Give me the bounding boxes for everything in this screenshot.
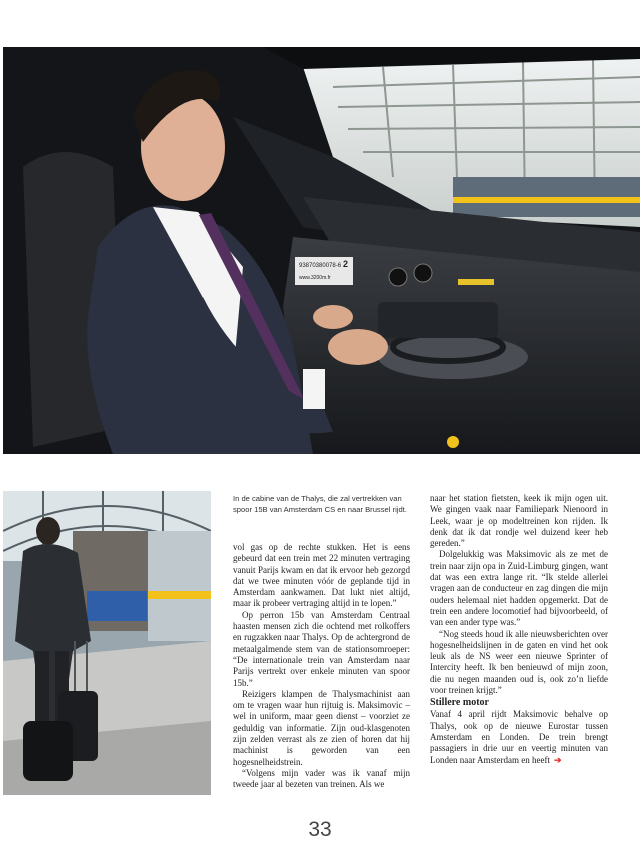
continue-arrow-icon: ➔ [553, 754, 562, 765]
platform-photo [3, 491, 211, 795]
section-subheading: Stillere motor [430, 697, 489, 709]
sticker-number-text: 2 [343, 259, 349, 269]
paragraph: Reizigers klampen de Thalysmachinist aan om te vragen waar hun rijtuig is. Maksimovic – wel in uniform, maar geen dienst – voorziet ze geduldig van informatie. Zijn oud-klasgenoten zijn zelden verrast als ze zien of horen dat hij machinist is geworden van een hogesnelheidstrein. [233, 688, 410, 767]
platform-photo-illustration [3, 491, 211, 795]
sticker-url-text: www.3200m.fr [299, 275, 331, 281]
paragraph: “Nog steeds houd ik alle nieuwsberichten over hogesnelheidslijnen in de gaten en vind het ook leuk als de NS weer een nieuwe Sprinter of Intercity heeft. Ik ben benieuwd of mijn zoon, die nu negen maanden oud is, ook zo’n liefde voor treinen krijgt.” [430, 628, 608, 696]
paragraph: vol gas op de rechte stukken. Het is eens gebeurd dat een trein met 22 minuten vertraging vanuit Parijs kwam en dat ik ervoor heb gezorgd dat we twee minuten vóór de geplande tijd in Amsterdam aankwamen. Dat lukt niet altijd, maar ik probeer vertraging altijd in te lopen.” [233, 542, 410, 609]
article-column-2 [233, 542, 410, 791]
paragraph: naar het station fietsten, keek ik mijn ogen uit. We gingen vaak naar Familiepark Nienoord in Leek, waar je op modeltreinen kon rijden. Ik denk dat ik dat rondje wel duizend keer heb gereden.” [430, 493, 608, 549]
paragraph-continued [430, 709, 608, 765]
cab-photo [3, 47, 640, 454]
page-number: 33 [308, 818, 332, 841]
paragraph: “Volgens mijn vader was ik vanaf mijn tweede jaar al bezeten van treinen. Als we [233, 767, 410, 790]
cab-photo-illustration [3, 47, 640, 454]
article-column-3 [430, 493, 608, 766]
paragraph: Op perron 15b van Amsterdam Centraal haasten mensen zich die ochtend met rolkoffers en rugzakken naar Thalys. Op de achtergrond de metaalgalmende stem van de stationsomroeper: “De internationale trein van Amsterdam naar Parijs vertrekt over enkele minuten van spoor 15b.” [233, 609, 410, 688]
photo-caption: In de cabine van de Thalys, die zal vertrekken van spoor 15B van Amsterdam CS en naar Brussel rijdt. [233, 494, 407, 514]
paragraph: Dolgelukkig was Maksimovic als ze met de trein naar zijn opa in Zuid-Limburg gingen, want dat was een extra lange rit. “Ik stelde allerlei vragen aan de conducteur en zag dingen die mijn ouders helemaal niet hadden opgemerkt. Dat de trein een andere locomotief had bijvoorbeeld, of van een ander type was.” [430, 549, 608, 628]
sticker-code-text: 93870380078-6 [299, 263, 342, 269]
paragraph-text: Vanaf 4 april rijdt Maksimovic behalve op Thalys, ook op de nieuwe Eurostar tussen Amsterdam en Londen. De trein brengt passagiers in drie uur en veertig minuten van Londen naar Amsterdam en heeft [430, 709, 608, 765]
